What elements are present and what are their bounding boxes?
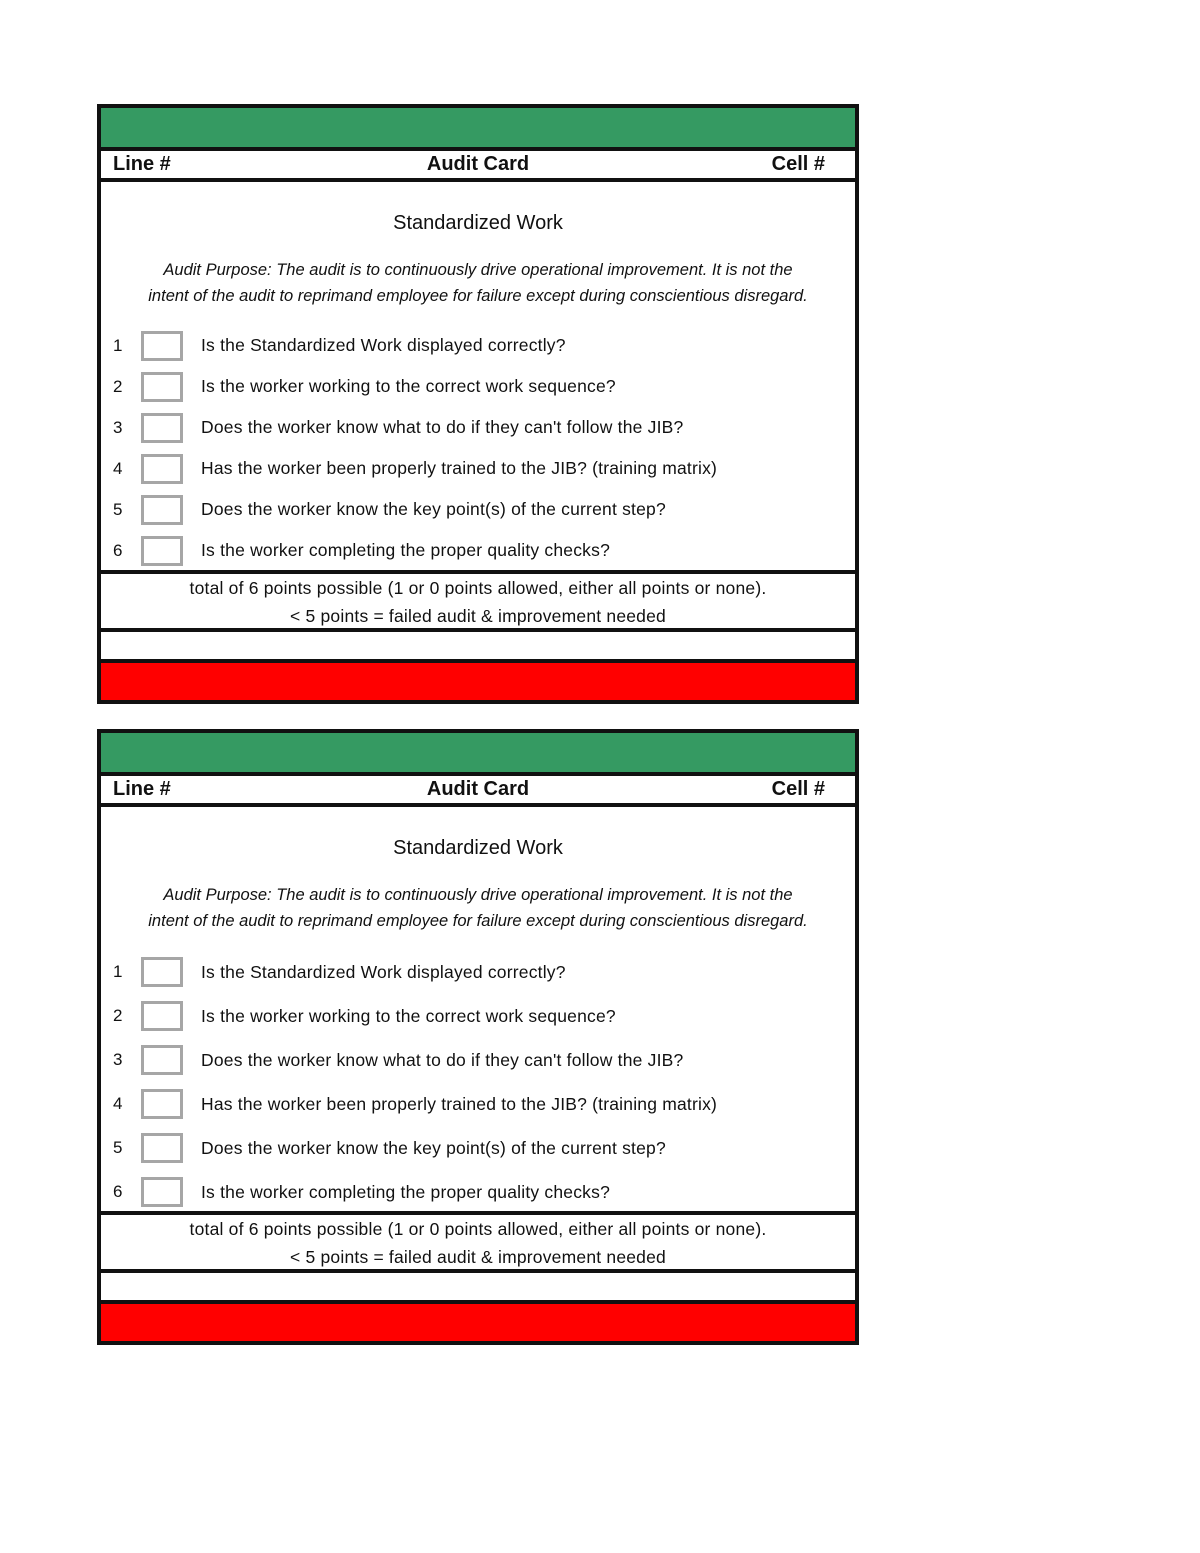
item-checkbox[interactable] <box>141 1133 183 1163</box>
blank-row <box>101 1269 855 1300</box>
checklist-item <box>101 407 855 448</box>
checklist-item <box>101 1082 855 1126</box>
card-bottom-red-bar <box>101 659 855 700</box>
checklist-item <box>101 994 855 1038</box>
item-number: 2 <box>113 1006 123 1025</box>
card-title: Audit Card <box>426 778 530 800</box>
audit-purpose-line: Audit Purpose: The audit is to continuously drive operational improvement. It is not the <box>163 261 793 279</box>
card-body <box>101 212 855 571</box>
card-title: Audit Card <box>426 153 530 175</box>
item-checkbox[interactable] <box>141 454 183 484</box>
item-question: Does the worker know the key point(s) of the current step? <box>201 499 666 519</box>
audit-card-2 <box>97 729 859 1345</box>
item-checkbox[interactable] <box>141 1001 183 1031</box>
cell-number-label: Cell # <box>771 778 825 800</box>
checklist-item <box>101 448 855 489</box>
item-checkbox[interactable] <box>141 413 183 443</box>
audit-purpose <box>111 882 845 934</box>
item-checkbox[interactable] <box>141 1177 183 1207</box>
scoring-footer <box>101 1211 855 1269</box>
section-title: Standardized Work <box>393 837 563 859</box>
checklist-item <box>101 1126 855 1170</box>
item-number: 2 <box>113 376 123 396</box>
scoring-rule: total of 6 points possible (1 or 0 points allowed, either all points or none). <box>189 1219 767 1239</box>
item-checkbox[interactable] <box>141 536 183 566</box>
checklist-item <box>101 1170 855 1214</box>
checklist <box>101 325 855 571</box>
item-number: 3 <box>113 417 123 437</box>
item-question: Does the worker know what to do if they can't follow the JIB? <box>201 1049 684 1070</box>
item-checkbox[interactable] <box>141 331 183 361</box>
item-number: 4 <box>113 1094 123 1113</box>
item-question: Does the worker know what to do if they can't follow the JIB? <box>201 417 684 437</box>
item-question: Is the Standardized Work displayed correctly? <box>201 961 566 982</box>
item-question: Is the Standardized Work displayed correctly? <box>201 335 566 355</box>
card-top-green-bar <box>101 733 855 776</box>
section-title: Standardized Work <box>393 212 563 234</box>
card-body <box>101 837 855 1214</box>
item-number: 5 <box>113 499 123 519</box>
item-number: 4 <box>113 458 123 478</box>
item-number: 3 <box>113 1050 123 1069</box>
item-question: Is the worker working to the correct work sequence? <box>201 1005 616 1026</box>
scoring-rule: total of 6 points possible (1 or 0 points allowed, either all points or none). <box>189 578 767 598</box>
item-question: Does the worker know the key point(s) of the current step? <box>201 1137 666 1158</box>
item-question: Has the worker been properly trained to the JIB? (training matrix) <box>201 458 718 478</box>
fail-threshold: < 5 points = failed audit & improvement needed <box>290 1247 666 1267</box>
item-checkbox[interactable] <box>141 1045 183 1075</box>
item-question: Is the worker working to the correct work sequence? <box>201 376 616 396</box>
item-number: 6 <box>113 1182 123 1201</box>
card-bottom-red-bar <box>101 1300 855 1341</box>
audit-purpose-line: intent of the audit to reprimand employee for failure except during conscientious disregard. <box>148 912 808 930</box>
audit-purpose <box>111 257 845 309</box>
line-number-label: Line # <box>113 153 171 175</box>
checklist-item <box>101 489 855 530</box>
item-checkbox[interactable] <box>141 495 183 525</box>
item-question: Is the worker completing the proper quality checks? <box>201 1181 611 1202</box>
checklist-item <box>101 1038 855 1082</box>
item-number: 1 <box>113 962 123 981</box>
checklist-item <box>101 950 855 994</box>
card-header-row <box>101 151 855 182</box>
line-number-label: Line # <box>113 778 171 800</box>
audit-purpose-line: intent of the audit to reprimand employee for failure except during conscientious disregard. <box>148 287 808 305</box>
item-checkbox[interactable] <box>141 372 183 402</box>
fail-threshold: < 5 points = failed audit & improvement needed <box>290 606 666 626</box>
item-number: 5 <box>113 1138 123 1157</box>
audit-card-1 <box>97 104 859 704</box>
item-question: Is the worker completing the proper quality checks? <box>201 540 611 560</box>
cell-number-label: Cell # <box>771 153 825 175</box>
checklist-item <box>101 325 855 366</box>
item-number: 1 <box>113 335 123 355</box>
scoring-footer <box>101 570 855 628</box>
card-header-row <box>101 776 855 807</box>
audit-purpose-line: Audit Purpose: The audit is to continuously drive operational improvement. It is not the <box>163 886 793 904</box>
checklist <box>101 950 855 1214</box>
checklist-item <box>101 366 855 407</box>
item-number: 6 <box>113 540 123 560</box>
item-checkbox[interactable] <box>141 1089 183 1119</box>
blank-row <box>101 628 855 659</box>
item-question: Has the worker been properly trained to the JIB? (training matrix) <box>201 1093 718 1114</box>
card-top-green-bar <box>101 108 855 151</box>
checklist-item <box>101 530 855 571</box>
item-checkbox[interactable] <box>141 957 183 987</box>
